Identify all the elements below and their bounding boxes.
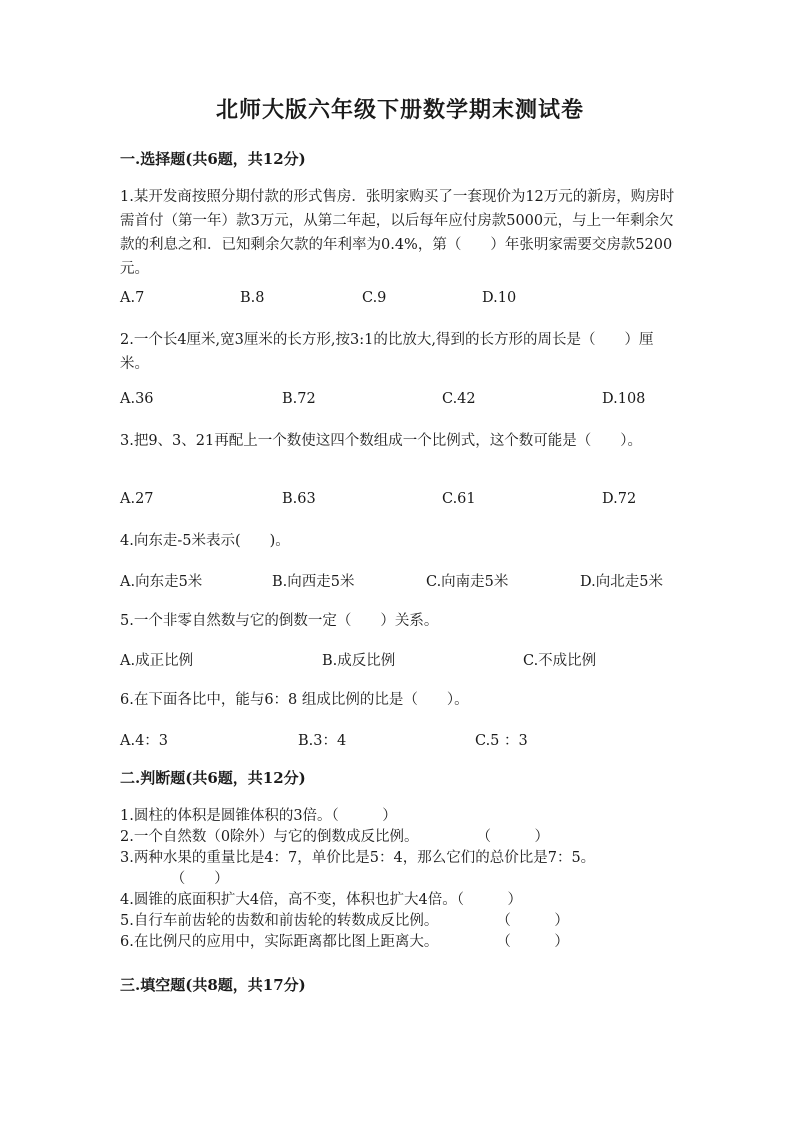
option-a: A.向东走5米 (120, 574, 203, 590)
question-2-options (120, 391, 690, 411)
option-a: A.4：3 (120, 733, 169, 749)
option-c: C.42 (442, 391, 476, 407)
question-3-stem: 3.把9、3、21再配上一个数使这四个数组成一个比例式，这个数可能是（ ）。 (120, 433, 642, 449)
option-c: C.61 (442, 491, 476, 507)
option-a: A.成正比例 (120, 653, 194, 669)
section-heading-fill: 三.填空题(共8题，共17分) (120, 976, 306, 994)
option-c: C.5 ：3 (475, 733, 528, 749)
page-title: 北师大版六年级下册数学期末测试卷 (215, 97, 584, 123)
judge-item: 2.一个自然数（0除外）与它的倒数成反比例。 （ ） (120, 829, 550, 845)
option-c: C.不成比例 (523, 653, 597, 669)
option-a: A.36 (120, 391, 154, 407)
judge-item: 4.圆锥的底面积扩大4倍，高不变，体积也扩大4倍。（ ） (120, 892, 523, 908)
section-heading-choice: 一.选择题(共6题，共12分) (120, 150, 306, 168)
option-d: D.10 (482, 290, 517, 306)
question-1-options (120, 290, 690, 310)
question-6-stem: 6.在下面各比中，能与6：8 组成比例的比是（ ）。 (120, 692, 469, 708)
question-5-stem: 5.一个非零自然数与它的倒数一定（ ）关系。 (120, 613, 439, 629)
section-heading-judge: 二.判断题(共6题，共12分) (120, 769, 306, 787)
judge-item: 3.两种水果的重量比是4：7，单价比是5：4，那么它们的总价比是7：5。 (120, 850, 596, 866)
option-c: C.向南走5米 (426, 574, 509, 590)
question-6-options (120, 729, 690, 749)
option-b: B.3：4 (298, 733, 347, 749)
question-4-stem: 4.向东走-5米表示( )。 (120, 533, 290, 549)
option-d: D.72 (602, 491, 637, 507)
option-c: C.9 (362, 290, 387, 306)
judge-item: 6.在比例尺的应用中，实际距离都比图上距离大。 （ ） (120, 934, 569, 950)
judge-item: 1.圆柱的体积是圆锥体积的3倍。（ ） (120, 808, 397, 824)
judge-item-continuation: （ ） (120, 871, 229, 887)
question-4-options (120, 570, 690, 590)
option-b: B.向西走5米 (272, 574, 355, 590)
question-3-options (120, 491, 690, 511)
option-b: B.72 (282, 391, 316, 407)
option-b: B.63 (282, 491, 316, 507)
option-a: A.27 (120, 491, 154, 507)
option-b: B.成反比例 (322, 653, 396, 669)
question-5-options (120, 649, 690, 669)
judge-question-list (120, 806, 680, 953)
judge-item: 5.自行车前齿轮的齿数和前齿轮的转数成反比例。 （ ） (120, 913, 569, 929)
option-b: B.8 (240, 290, 265, 306)
question-1-stem: 1.某开发商按照分期付款的形式售房．张明家购买了一套现价为12万元的新房，购房时需首付（第一年）款3万元，从第二年起，以后每年应付房款5000元，与上一年剩余欠款的利息之和．已知剩余欠款的年利率为0.4%，第（ ）年张明家需要交房款5200元。 (120, 189, 675, 277)
question-2-stem: 2.一个长4厘米,宽3厘米的长方形,按3:1的比放大,得到的长方形的周长是（ ）厘米。 (120, 332, 654, 372)
option-a: A.7 (120, 290, 145, 306)
option-d: D.108 (602, 391, 646, 407)
option-d: D.向北走5米 (580, 574, 663, 590)
